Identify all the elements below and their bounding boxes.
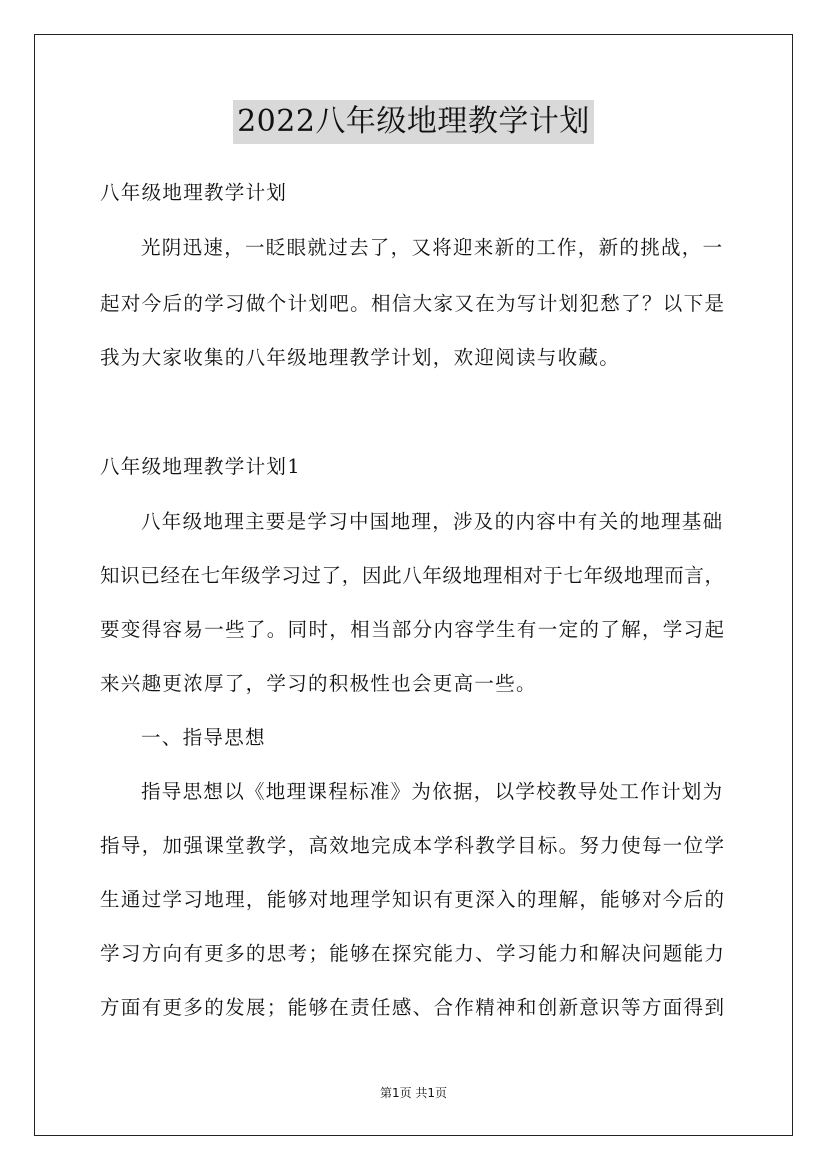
guiding-line-5: 方面有更多的发展；能够在责任感、合作精神和创新意识等方面得到 [100,996,724,1019]
section1-heading: 八年级地理教学计划1 [100,455,301,478]
guiding-heading: 一、指导思想 [141,726,266,749]
document-title-wrap [0,100,827,144]
section1-line-2: 知识已经在七年级学习过了，因此八年级地理相对于七年级地理而言， [100,564,724,587]
document-subtitle: 八年级地理教学计划 [100,181,288,204]
guiding-line-3: 生通过学习地理，能够对地理学知识有更深入的理解，能够对今后的 [100,888,724,911]
guiding-line-2: 指导，加强课堂教学，高效地完成本学科教学目标。努力使每一位学 [100,834,724,857]
section1-line-3: 要变得容易一些了。同时，相当部分内容学生有一定的了解，学习起 [100,618,724,641]
page-footer: 第1页 共1页 [379,1086,448,1100]
intro-line-2: 起对今后的学习做个计划吧。相信大家又在为写计划犯愁了？以下是 [100,292,724,315]
guiding-line-4: 学习方向有更多的思考；能够在探究能力、学习能力和解决问题能力 [100,942,724,965]
intro-line-1: 光阴迅速，一眨眼就过去了，又将迎来新的工作，新的挑战，一 [141,236,724,259]
intro-line-3: 我为大家收集的八年级地理教学计划，欢迎阅读与收藏。 [100,346,621,369]
section1-line-4: 来兴趣更浓厚了，学习的积极性也会更高一些。 [100,672,537,695]
guiding-line-1: 指导思想以《地理课程标准》为依据，以学校教导处工作计划为 [141,780,724,803]
section1-line-1: 八年级地理主要是学习中国地理，涉及的内容中有关的地理基础 [141,510,724,533]
document-title: 2022八年级地理教学计划 [233,100,594,144]
